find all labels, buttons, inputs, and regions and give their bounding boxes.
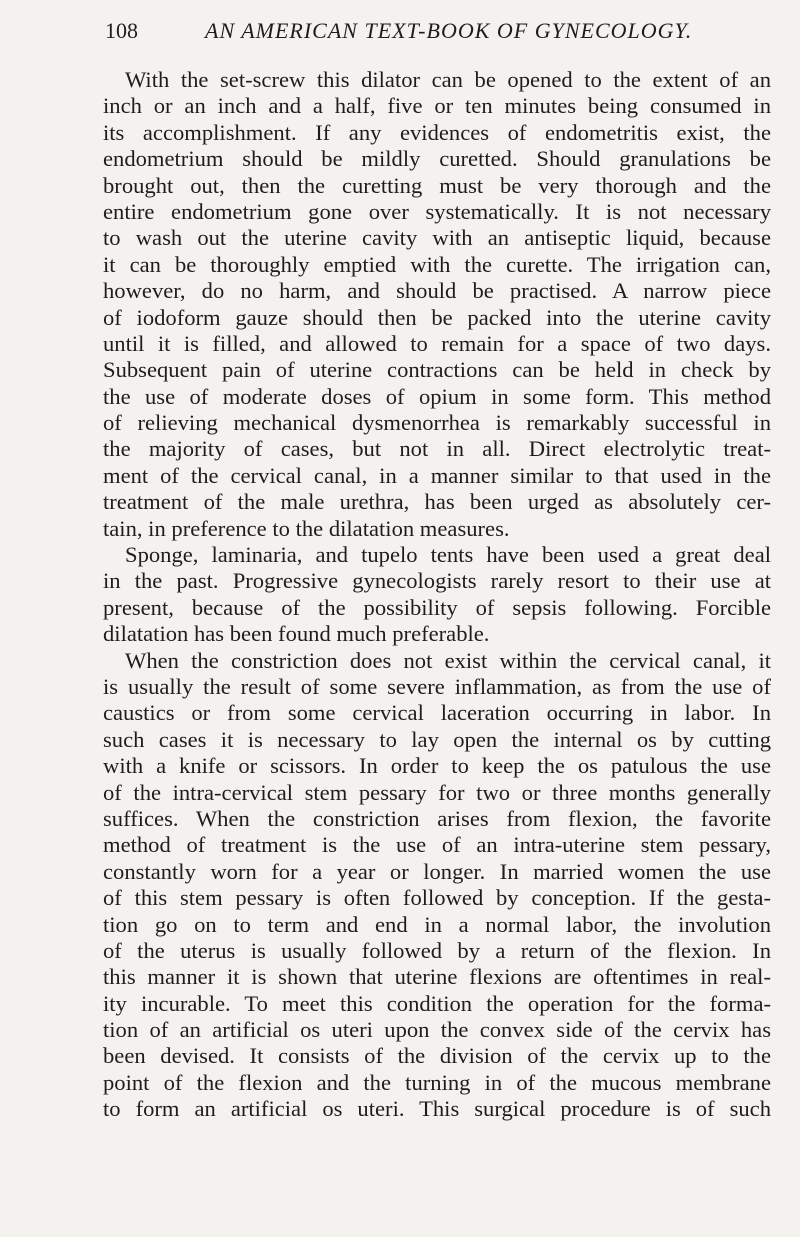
running-head — [105, 12, 745, 52]
text-line: its accomplishment. If any evidences of endometritis exist, the — [103, 119, 771, 145]
text-line: tion go on to term and end in a normal labor, the involution — [103, 911, 771, 937]
text-line: endometrium should be mildly curetted. Should granulations be — [103, 146, 771, 172]
text-line: constantly worn for a year or longer. In married women the use — [103, 858, 771, 884]
text-line: of iodoform gauze should then be packed into the uterine cavity — [103, 304, 771, 330]
text-line: tain, in preference to the dilatation measures. — [103, 515, 510, 541]
page-number: 108 — [105, 18, 138, 43]
text-line: of the uterus is usually followed by a return of the flexion. In — [103, 937, 771, 963]
text-line: to form an artificial os uteri. This surgical procedure is of such — [103, 1096, 771, 1122]
text-line: in the past. Progressive gynecologists rarely resort to their use at — [103, 568, 771, 594]
text-line: to wash out the uterine cavity with an antiseptic liquid, because — [103, 225, 771, 251]
text-line: such cases it is necessary to lay open the internal os by cutting — [103, 726, 771, 752]
text-line: tion of an artificial os uteri upon the convex side of the cervix has — [103, 1017, 771, 1043]
text-line: Sponge, laminaria, and tupelo tents have been used a great deal — [125, 542, 771, 568]
text-line: until it is filled, and allowed to remain for a space of two days. — [103, 330, 771, 356]
text-line: it can be thoroughly emptied with the curette. The irrigation can, — [103, 251, 771, 277]
text-line: brought out, then the curetting must be very thorough and the — [103, 172, 771, 198]
text-line: present, because of the possibility of sepsis following. Forcible — [103, 594, 771, 620]
text-line: caustics or from some cervical laceration occurring in labor. In — [103, 700, 771, 726]
text-line: of the intra-cervical stem pessary for two or three months generally — [103, 779, 771, 805]
text-line: treatment of the male urethra, has been urged as absolutely cer- — [103, 489, 771, 515]
text-line: Subsequent pain of uterine contractions can be held in check by — [103, 357, 771, 383]
text-line: dilatation has been found much preferable. — [103, 621, 490, 647]
text-line: however, do no harm, and should be practised. A narrow piece — [103, 278, 771, 304]
text-line: of relieving mechanical dysmenorrhea is remarkably successful in — [103, 410, 771, 436]
text-line: inch or an inch and a half, five or ten minutes being consumed in — [103, 93, 771, 119]
text-line: suffices. When the constriction arises from flexion, the favorite — [103, 805, 771, 831]
text-line: with a knife or scissors. In order to keep the os patulous the use — [103, 753, 771, 779]
text-line: this manner it is shown that uterine flexions are oftentimes in real- — [103, 964, 771, 990]
text-line: method of treatment is the use of an intra-uterine stem pessary, — [103, 832, 771, 858]
text-line: of this stem pessary is often followed by conception. If the gesta- — [103, 885, 771, 911]
text-line: is usually the result of some severe inflammation, as from the use of — [103, 673, 771, 699]
running-head-title: AN AMERICAN TEXT-BOOK OF GYNECOLOGY. — [205, 18, 693, 43]
text-line: With the set-screw this dilator can be opened to the extent of an — [125, 67, 771, 92]
text-line: ity incurable. To meet this condition the operation for the forma- — [103, 990, 771, 1016]
text-line: the majority of cases, but not in all. Direct electrolytic treat- — [103, 436, 771, 462]
text-line: ment of the cervical canal, in a manner similar to that used in the — [103, 462, 771, 488]
text-line: the use of moderate doses of opium in some form. This method — [103, 383, 771, 409]
text-line: been devised. It consists of the division of the cervix up to the — [103, 1043, 771, 1069]
text-line: entire endometrium gone over systematically. It is not necessary — [103, 198, 771, 224]
text-line: When the constriction does not exist within the cervical canal, it — [125, 647, 771, 673]
text-line: point of the flexion and the turning in of the mucous membrane — [103, 1069, 771, 1095]
body-text — [103, 67, 771, 1123]
